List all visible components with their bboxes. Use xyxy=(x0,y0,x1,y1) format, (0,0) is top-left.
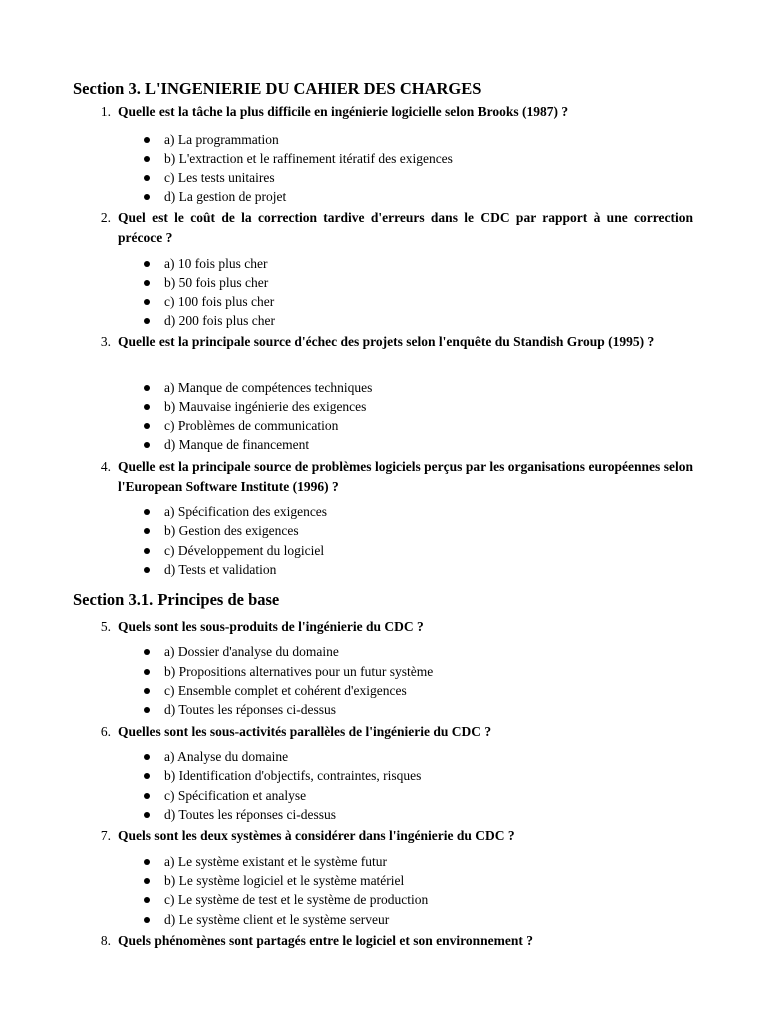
answer-option: a) La programmation xyxy=(164,132,279,147)
question-text: Quelle est la principale source de problèmes logiciels perçus par les organisations européennes selon l'European Software Institute (1996) ? xyxy=(118,459,693,494)
answer-option: b) Le système logiciel et le système matériel xyxy=(164,873,405,888)
question-number: 4. xyxy=(100,459,111,474)
answer-option: a) Dossier d'analyse du domaine xyxy=(164,644,339,659)
bullet-icon xyxy=(144,280,150,286)
answer-option: b) Mauvaise ingénierie des exigences xyxy=(164,399,367,414)
bullet-icon xyxy=(144,156,150,162)
answer-option: b) Propositions alternatives pour un futur système xyxy=(164,664,434,679)
answer-option: b) 50 fois plus cher xyxy=(164,275,269,290)
bullet-icon xyxy=(144,175,150,181)
answer-option: d) Manque de financement xyxy=(164,437,310,452)
answer-option: c) Le système de test et le système de production xyxy=(164,892,429,907)
question-text: Quelle est la tâche la plus difficile en ingénierie logicielle selon Brooks (1987) ? xyxy=(118,104,569,119)
question-number: 1. xyxy=(100,104,111,119)
question-text: Quel est le coût de la correction tardive d'erreurs dans le CDC par rapport à une correction précoce ? xyxy=(118,210,693,245)
answer-option: d) 200 fois plus cher xyxy=(164,313,275,328)
answer-option: c) Problèmes de communication xyxy=(164,418,339,433)
answer-option: d) Toutes les réponses ci-dessus xyxy=(164,702,337,717)
answer-option: a) Spécification des exigences xyxy=(164,504,328,519)
bullet-icon xyxy=(144,897,150,903)
bullet-icon xyxy=(144,509,150,515)
bullet-icon xyxy=(144,669,150,675)
answer-option: b) Gestion des exigences xyxy=(164,523,299,538)
bullet-icon xyxy=(144,649,150,655)
section-heading: Section 3.1. Principes de base xyxy=(73,590,280,609)
bullet-icon xyxy=(144,194,150,200)
question-number: 8. xyxy=(100,933,111,948)
bullet-icon xyxy=(144,688,150,694)
question-text: Quels phénomènes sont partagés entre le logiciel et son environnement ? xyxy=(118,933,533,948)
bullet-icon xyxy=(144,707,150,713)
bullet-icon xyxy=(144,917,150,923)
question-text: Quelles sont les sous-activités parallèles de l'ingénierie du CDC ? xyxy=(118,724,492,739)
bullet-icon xyxy=(144,385,150,391)
answer-option: c) Les tests unitaires xyxy=(164,170,275,185)
answer-option: d) Tests et validation xyxy=(164,562,277,577)
answer-option: c) 100 fois plus cher xyxy=(164,294,275,309)
bullet-icon xyxy=(144,567,150,573)
question-text: Quels sont les deux systèmes à considérer dans l'ingénierie du CDC ? xyxy=(118,828,515,843)
answer-option: d) Toutes les réponses ci-dessus xyxy=(164,807,337,822)
answer-option: a) Le système existant et le système futur xyxy=(164,854,388,869)
answer-option: a) Manque de compétences techniques xyxy=(164,380,373,395)
bullet-icon xyxy=(144,548,150,554)
question-number: 7. xyxy=(100,828,111,843)
question-number: 5. xyxy=(100,619,111,634)
bullet-icon xyxy=(144,404,150,410)
bullet-icon xyxy=(144,812,150,818)
bullet-icon xyxy=(144,299,150,305)
bullet-icon xyxy=(144,137,150,143)
answer-option: a) Analyse du domaine xyxy=(164,749,289,764)
answer-option: c) Spécification et analyse xyxy=(164,788,307,803)
bullet-icon xyxy=(144,754,150,760)
answer-option: c) Développement du logiciel xyxy=(164,543,325,558)
bullet-icon xyxy=(144,878,150,884)
bullet-icon xyxy=(144,793,150,799)
bullet-icon xyxy=(144,261,150,267)
question-number: 2. xyxy=(100,210,111,225)
answer-option: c) Ensemble complet et cohérent d'exigences xyxy=(164,683,407,698)
question-number: 6. xyxy=(100,724,111,739)
section-heading: Section 3. L'INGENIERIE DU CAHIER DES CHARGES xyxy=(73,79,482,98)
answer-option: a) 10 fois plus cher xyxy=(164,256,268,271)
question-number: 3. xyxy=(100,334,111,349)
bullet-icon xyxy=(144,773,150,779)
answer-option: b) Identification d'objectifs, contraintes, risques xyxy=(164,768,422,783)
answer-option: b) L'extraction et le raffinement itératif des exigences xyxy=(164,151,453,166)
bullet-icon xyxy=(144,423,150,429)
bullet-icon xyxy=(144,442,150,448)
bullet-icon xyxy=(144,528,150,534)
bullet-icon xyxy=(144,318,150,324)
bullet-icon xyxy=(144,859,150,865)
question-text: Quelle est la principale source d'échec des projets selon l'enquête du Standish Group (1995) ? xyxy=(118,334,655,349)
question-text: Quels sont les sous-produits de l'ingénierie du CDC ? xyxy=(118,619,424,634)
answer-option: d) La gestion de projet xyxy=(164,189,287,204)
answer-option: d) Le système client et le système serveur xyxy=(164,912,390,927)
